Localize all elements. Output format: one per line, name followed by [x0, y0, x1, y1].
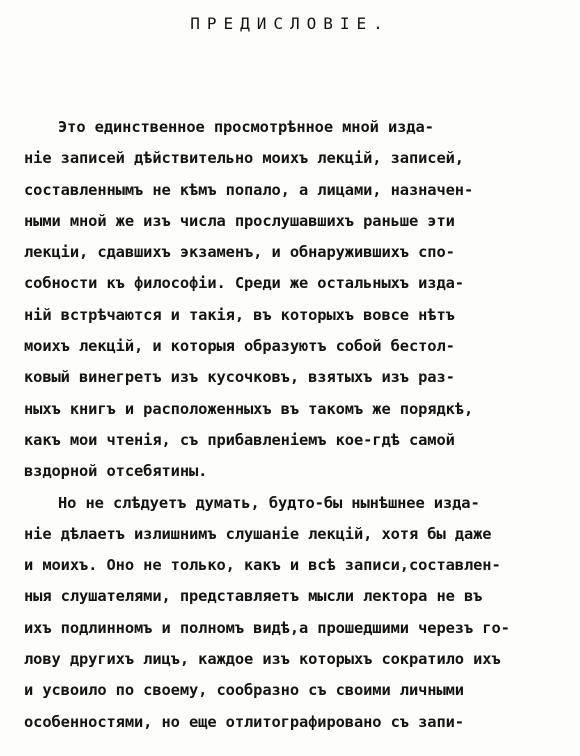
text-line: ковый винегретъ изъ кусочковъ, взятыхъ изъ раз- [24, 368, 455, 387]
page-heading: ПРЕДИСЛОВІЕ. [190, 14, 390, 33]
text-line: и моихъ. Оно не только, какъ и всѣ записи,составлен- [24, 556, 501, 575]
text-line: ными мной же изъ числа прослушавшихъ раньше эти [24, 211, 455, 230]
text-line: ніе записей дѣйствительно моихъ лекцій, записей, [24, 149, 464, 168]
text-line: собности къ философіи. Среди же остальныхъ изда- [24, 274, 464, 293]
paragraph-1 [24, 116, 556, 492]
text-line: Но не слѣдуетъ думать, будто-бы нынѣшнее изда- [58, 493, 480, 512]
text-line: ихъ подлинномъ и полномъ видѣ,а прошедшими черезъ го- [24, 618, 510, 637]
text-line: ныхъ книгъ и расположенныхъ въ такомъ же порядкѣ, [24, 399, 474, 418]
text-line: лову другихъ лицъ, каждое изъ которыхъ сократило ихъ [24, 650, 501, 669]
text-line: Это единственное просмотрѣнное мной изда- [58, 118, 434, 136]
text-line: ныя слушателями, представляетъ мысли лектора не въ [24, 587, 483, 606]
text-line: моихъ лекцій, и которыя образуютъ собой бестол- [24, 337, 455, 356]
text-line: вздорной отсебятины. [24, 462, 208, 481]
text-line: ніе дѣлаетъ излишнимъ слушаніе лекцій, хотя бы даже [24, 524, 492, 543]
text-line: составленнымъ не кѣмъ попало, а лицами, назначен- [24, 180, 474, 199]
text-line: какъ мои чтенія, съ прибавленіемъ кое-гдѣ самой [24, 430, 455, 449]
text-line: и усвоило по своему, сообразно съ своими личными [24, 681, 464, 700]
text-line: лекціи, сдавшихъ экзаменъ, и обнаружившихъ спо- [24, 243, 455, 262]
text-line: особенностями, но еще отлитографировано съ запи- [24, 712, 464, 731]
body-text [24, 116, 556, 742]
text-line: ній встрѣчаются и такія, въ которыхъ вовсе нѣтъ [24, 305, 455, 324]
paragraph-2 [24, 492, 556, 742]
